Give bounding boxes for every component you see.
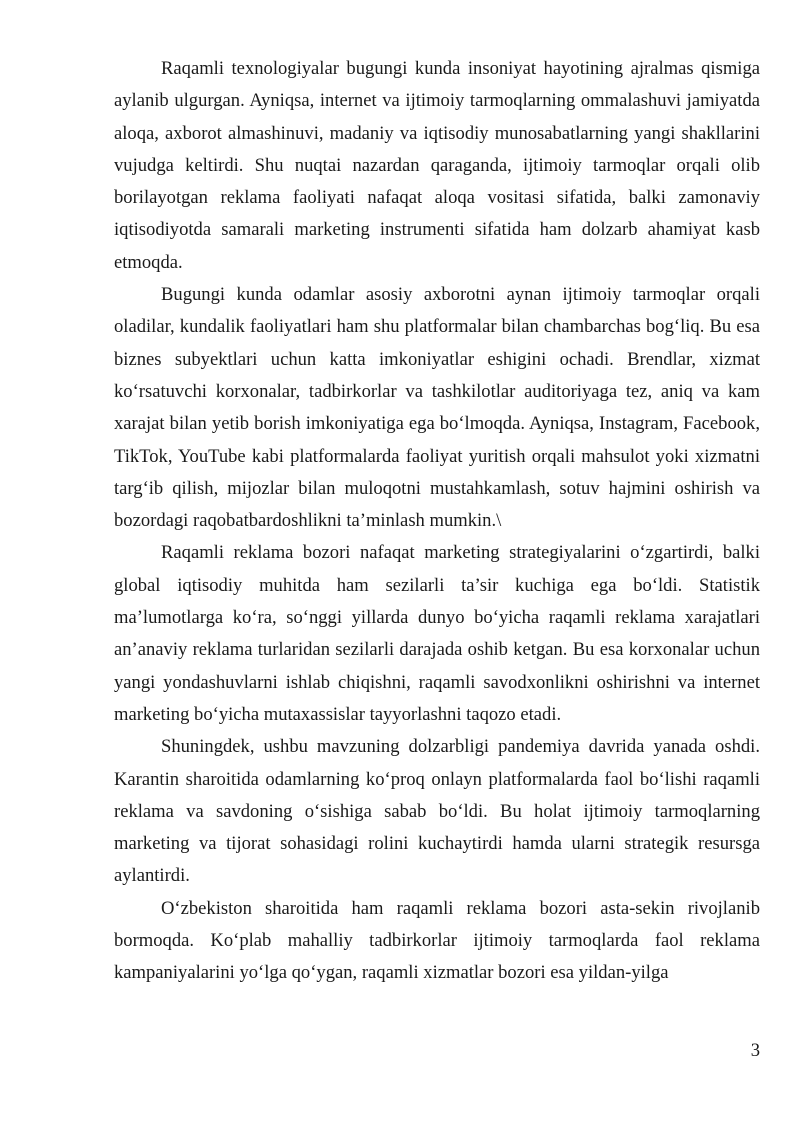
paragraph: Raqamli texnologiyalar bugungi kunda insoniyat hayotining ajralmas qismiga aylanib ulgurgan. Ayniqsa, internet va ijtimoiy tarmoqlarning ommalashuvi jamiyatda aloqa, axborot almashinuvi, madaniy va iqtisodiy munosabatlarning yangi shakllarini vujudga keltirdi. Shu nuqtai nazardan qaraganda, ijtimoiy tarmoqlar orqali olib borilayotgan reklama faoliyati nafaqat aloqa vositasi sifatida, balki zamonaviy iqtisodiyotda samarali marketing instrumenti sifatida ham dolzarb ahamiyat kasb etmoqda. [114,58,760,273]
paragraph: O‘zbekiston sharoitida ham raqamli reklama bozori asta-sekin rivojlanib bormoqda. Ko‘plab mahalliy tadbirkorlar ijtimoiy tarmoqlarda faol reklama kampaniyalarini yo‘lga qo‘ygan, raqamli xizmatlar bozori esa yildan-yilga [114,897,760,984]
page-number: 3 [750,1040,760,1061]
paragraph: Raqamli reklama bozori nafaqat marketing strategiyalarini o‘zgartirdi, balki global iqtisodiy muhitda ham sezilarli ta’sir kuchiga ega bo‘ldi. Statistik ma’lumotlarga ko‘ra, so‘nggi yillarda dunyo bo‘yicha raqamli reklama xarajatlari an’anaviy reklama turlaridan sezilarli darajada oshib ketgan. Bu esa korxonalar uchun yangi yondashuvlarni ishlab chiqishni, raqamli savodxonlikni oshirishni va internet marketing bo‘yicha mutaxassislar tayyorlashni taqozo etadi. [114,542,760,725]
paragraph: Shuningdek, ushbu mavzuning dolzarbligi pandemiya davrida yanada oshdi. Karantin sharoitida odamlarning ko‘proq onlayn platformalarda faol bo‘lishi raqamli reklama va savdoning o‘sishiga sabab bo‘ldi. Bu holat ijtimoiy tarmoqlarning marketing va tijorat sohasidagi rolini kuchaytirdi hamda ularni strategik resursga aylantirdi. [114,736,760,887]
body-text [114,53,760,990]
paragraph: Bugungi kunda odamlar asosiy axborotni aynan ijtimoiy tarmoqlar orqali oladilar, kundalik faoliyatlari ham shu platformalar bilan chambarchas bog‘liq. Bu esa biznes subyektlari uchun katta imkoniyatlar eshigini ochadi. Brendlar, xizmat ko‘rsatuvchi korxonalar, tadbirkorlar va tashkilotlar auditoriyaga tez, aniq va kam xarajat bilan yetib borish imkoniyatiga ega bo‘lmoqda. Ayniqsa, Instagram, Facebook, TikTok, YouTube kabi platformalarda faoliyat yuritish orqali mahsulot yoki xizmatni targ‘ib qilish, mijozlar bilan muloqotni mustahkamlash, sotuv hajmini oshirish va bozordagi raqobatbardoshlikni ta’minlash mumkin.\ [114,284,760,532]
